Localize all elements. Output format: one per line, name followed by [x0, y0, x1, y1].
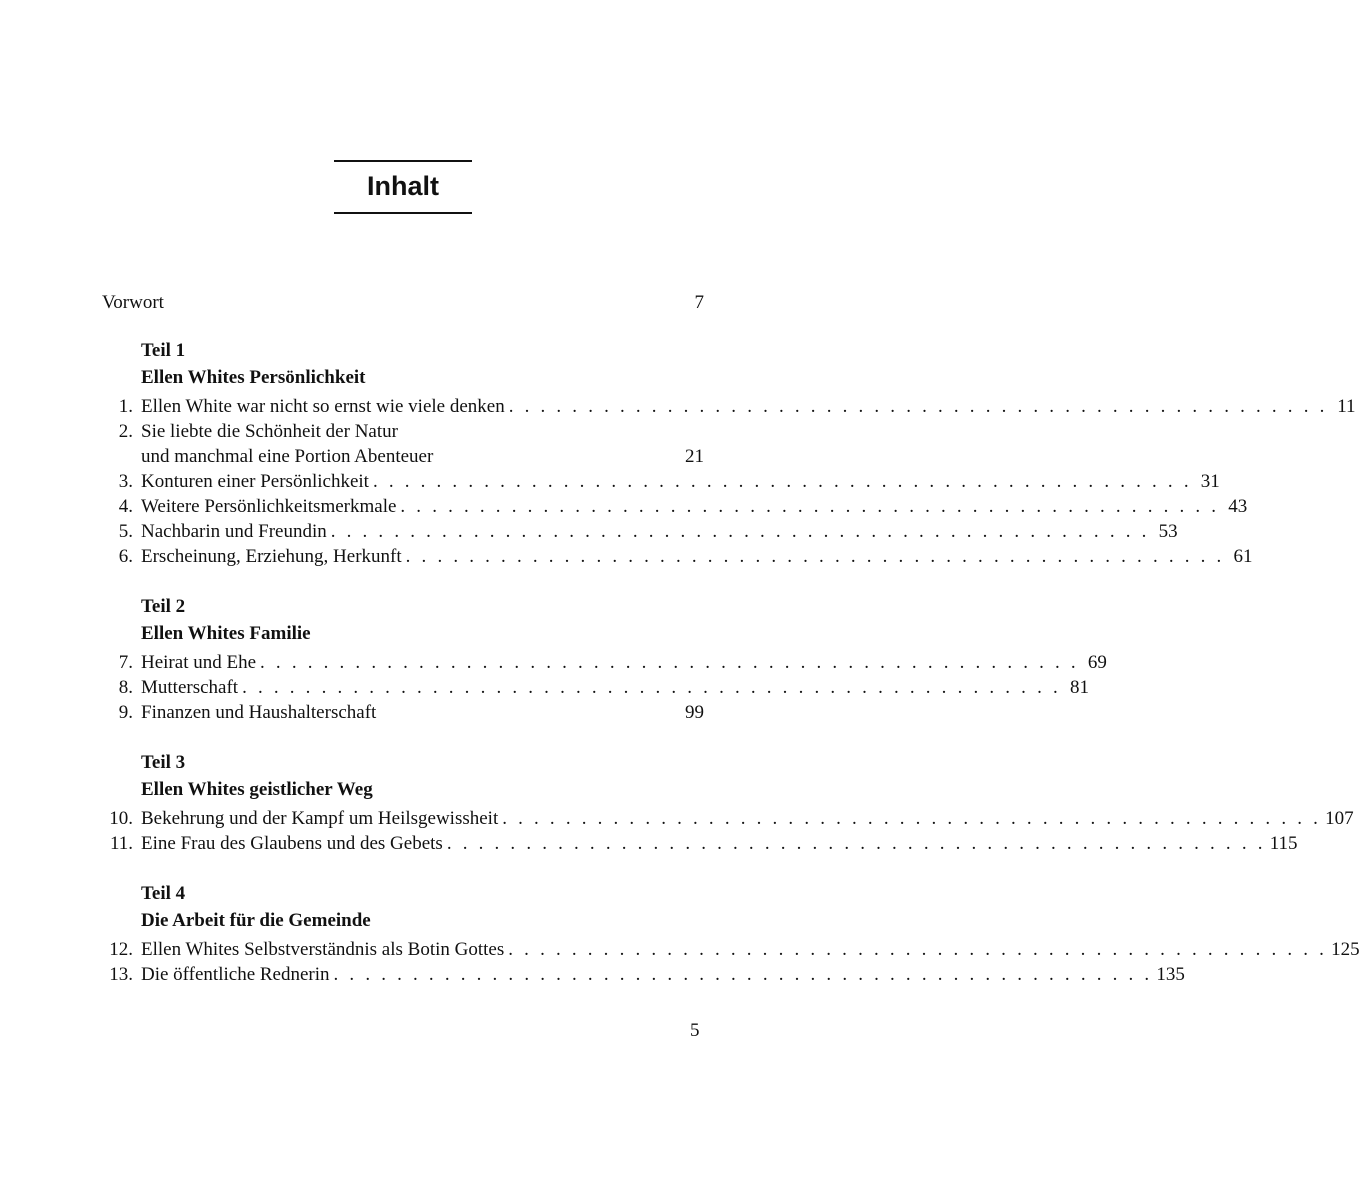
entry-page: 21	[685, 446, 704, 467]
entry-title: Mutterschaft	[141, 677, 239, 698]
entry-page: 115	[1269, 833, 1298, 854]
leader-dots: . . . . . . . . . . . . . . . . . . . . . . . . . . . . . . . . . . . . . . . . . . . . . . . . . . . .	[330, 521, 1150, 542]
entry-title: Weitere Persönlichkeitsmerkmale	[141, 496, 397, 517]
toc-entry-row	[102, 519, 1178, 544]
page-title: Inhalt	[367, 171, 439, 201]
entry-title: Eine Frau des Glaubens und des Gebets	[141, 833, 443, 854]
entry-page: 135	[1156, 964, 1185, 985]
title-rule-bottom	[334, 212, 472, 214]
toc-entry-row	[102, 394, 1356, 419]
entry-title: Ellen Whites Selbstverständnis als Botin Gottes	[141, 939, 505, 960]
part-label: Teil 4	[141, 883, 186, 904]
entry-title: Erscheinung, Erziehung, Herkunft	[141, 546, 402, 567]
toc-entry-row	[102, 937, 1360, 962]
entry-page: 125	[1331, 939, 1360, 960]
entry-title: Konturen einer Persönlichkeit	[141, 471, 369, 492]
entry-page: 11	[1337, 396, 1356, 417]
entry-number: 7.	[118, 652, 133, 673]
entry-number: 1.	[118, 396, 133, 417]
entry-title: Nachbarin und Freundin	[141, 521, 327, 542]
front-label: Vorwort	[102, 292, 164, 313]
toc-entry-row	[102, 544, 1253, 569]
entry-title: Ellen White war nicht so ernst wie viele denken	[141, 396, 505, 417]
leader-dots: . . . . . . . . . . . . . . . . . . . . . . . . . . . . . . . . . . . . . . . . . . . . . . . . . . . .	[260, 652, 1079, 673]
part-label: Teil 3	[141, 752, 186, 773]
part-heading: Die Arbeit für die Gemeinde	[141, 910, 371, 931]
leader-dots: . . . . . . . . . . . . . . . . . . . . . . . . . . . . . . . . . . . . . . . . . . . . . . . . . . . .	[405, 546, 1225, 567]
toc-part-1	[102, 337, 1356, 569]
entry-number: 3.	[118, 471, 133, 492]
entry-number: 6.	[118, 546, 133, 567]
entry-number: 11.	[109, 833, 133, 854]
entry-page: 81	[1069, 677, 1089, 698]
entry-number: 13.	[109, 964, 133, 985]
entry-title: und manchmal eine Portion Abenteuer	[141, 446, 434, 467]
page-number: 5	[690, 1020, 700, 1041]
toc-entry-row	[102, 700, 704, 725]
leader-dots: . . . . . . . . . . . . . . . . . . . . . . . . . . . . . . . . . . . . . . . . . . . . . . . . . . . .	[242, 677, 1061, 698]
toc-front-row	[102, 290, 704, 315]
entry-page: 69	[1087, 652, 1107, 673]
entry-page: 43	[1228, 496, 1248, 517]
toc-part-2	[102, 593, 1107, 725]
entry-number: 4.	[118, 496, 133, 517]
toc-entry-row	[102, 831, 1298, 856]
entry-title: Sie liebte die Schönheit der Natur	[141, 421, 398, 442]
toc-entry-row	[102, 806, 1354, 831]
entry-page: 61	[1233, 546, 1253, 567]
entry-page: 99	[685, 702, 704, 723]
part-heading: Ellen Whites Familie	[141, 623, 311, 644]
leader-dots: . . . . . . . . . . . . . . . . . . . . . . . . . . . . . . . . . . . . . . . . . . . . . . . . . . . .	[508, 396, 1328, 417]
entry-title: Heirat und Ehe	[141, 652, 257, 673]
leader-dots: . . . . . . . . . . . . . . . . . . . . . . . . . . . . . . . . . . . . . . . . . . . . . . . . . . . .	[333, 964, 1153, 985]
entry-page: 107	[1325, 808, 1354, 829]
leader-dots: . . . . . . . . . . . . . . . . . . . . . . . . . . . . . . . . . . . . . . . . . . . . . . . . . . . .	[400, 496, 1220, 517]
entry-number: 8.	[118, 677, 133, 698]
entry-page: 31	[1200, 471, 1220, 492]
entry-number: 2.	[118, 421, 133, 442]
toc-part-3	[102, 749, 1354, 856]
leader-dots: . . . . . . . . . . . . . . . . . . . . . . . . . . . . . . . . . . . . . . . . . . . . . . . . . . . .	[446, 833, 1266, 854]
leader-dots: . . . . . . . . . . . . . . . . . . . . . . . . . . . . . . . . . . . . . . . . . . . . . . . . . . . .	[508, 939, 1328, 960]
front-page: 7	[694, 292, 704, 313]
table-of-contents	[102, 290, 1360, 987]
part-heading: Ellen Whites geistlicher Weg	[141, 779, 373, 800]
toc-entry-row	[102, 675, 1089, 700]
entry-title: Finanzen und Haushalterschaft	[141, 702, 377, 723]
entry-title: Bekehrung und der Kampf um Heilsgewissheit	[141, 808, 499, 829]
leader-dots: . . . . . . . . . . . . . . . . . . . . . . . . . . . . . . . . . . . . . . . . . . . . . . . . . . . .	[372, 471, 1192, 492]
title-block	[334, 160, 472, 214]
entry-number: 5.	[118, 521, 133, 542]
leader-dots: . . . . . . . . . . . . . . . . . . . . . . . . . . . . . . . . . . . . . . . . . . . . . . . . . . . .	[502, 808, 1322, 829]
entry-page: 53	[1158, 521, 1178, 542]
toc-part-4	[102, 880, 1360, 987]
part-heading: Ellen Whites Persönlichkeit	[141, 367, 366, 388]
entry-number: 10.	[109, 808, 133, 829]
toc-entry-row	[102, 962, 1185, 987]
toc-entry-row	[102, 494, 1248, 519]
entry-number: 12.	[109, 939, 133, 960]
toc-entry-row	[102, 444, 704, 469]
title-rule-top	[334, 160, 472, 162]
entry-title: Die öffentliche Rednerin	[141, 964, 330, 985]
toc-entry-row	[102, 650, 1107, 675]
entry-number: 9.	[118, 702, 133, 723]
part-label: Teil 2	[141, 596, 186, 617]
part-label: Teil 1	[141, 340, 186, 361]
toc-entry-row	[102, 469, 1220, 494]
toc-entry-row	[102, 419, 704, 444]
